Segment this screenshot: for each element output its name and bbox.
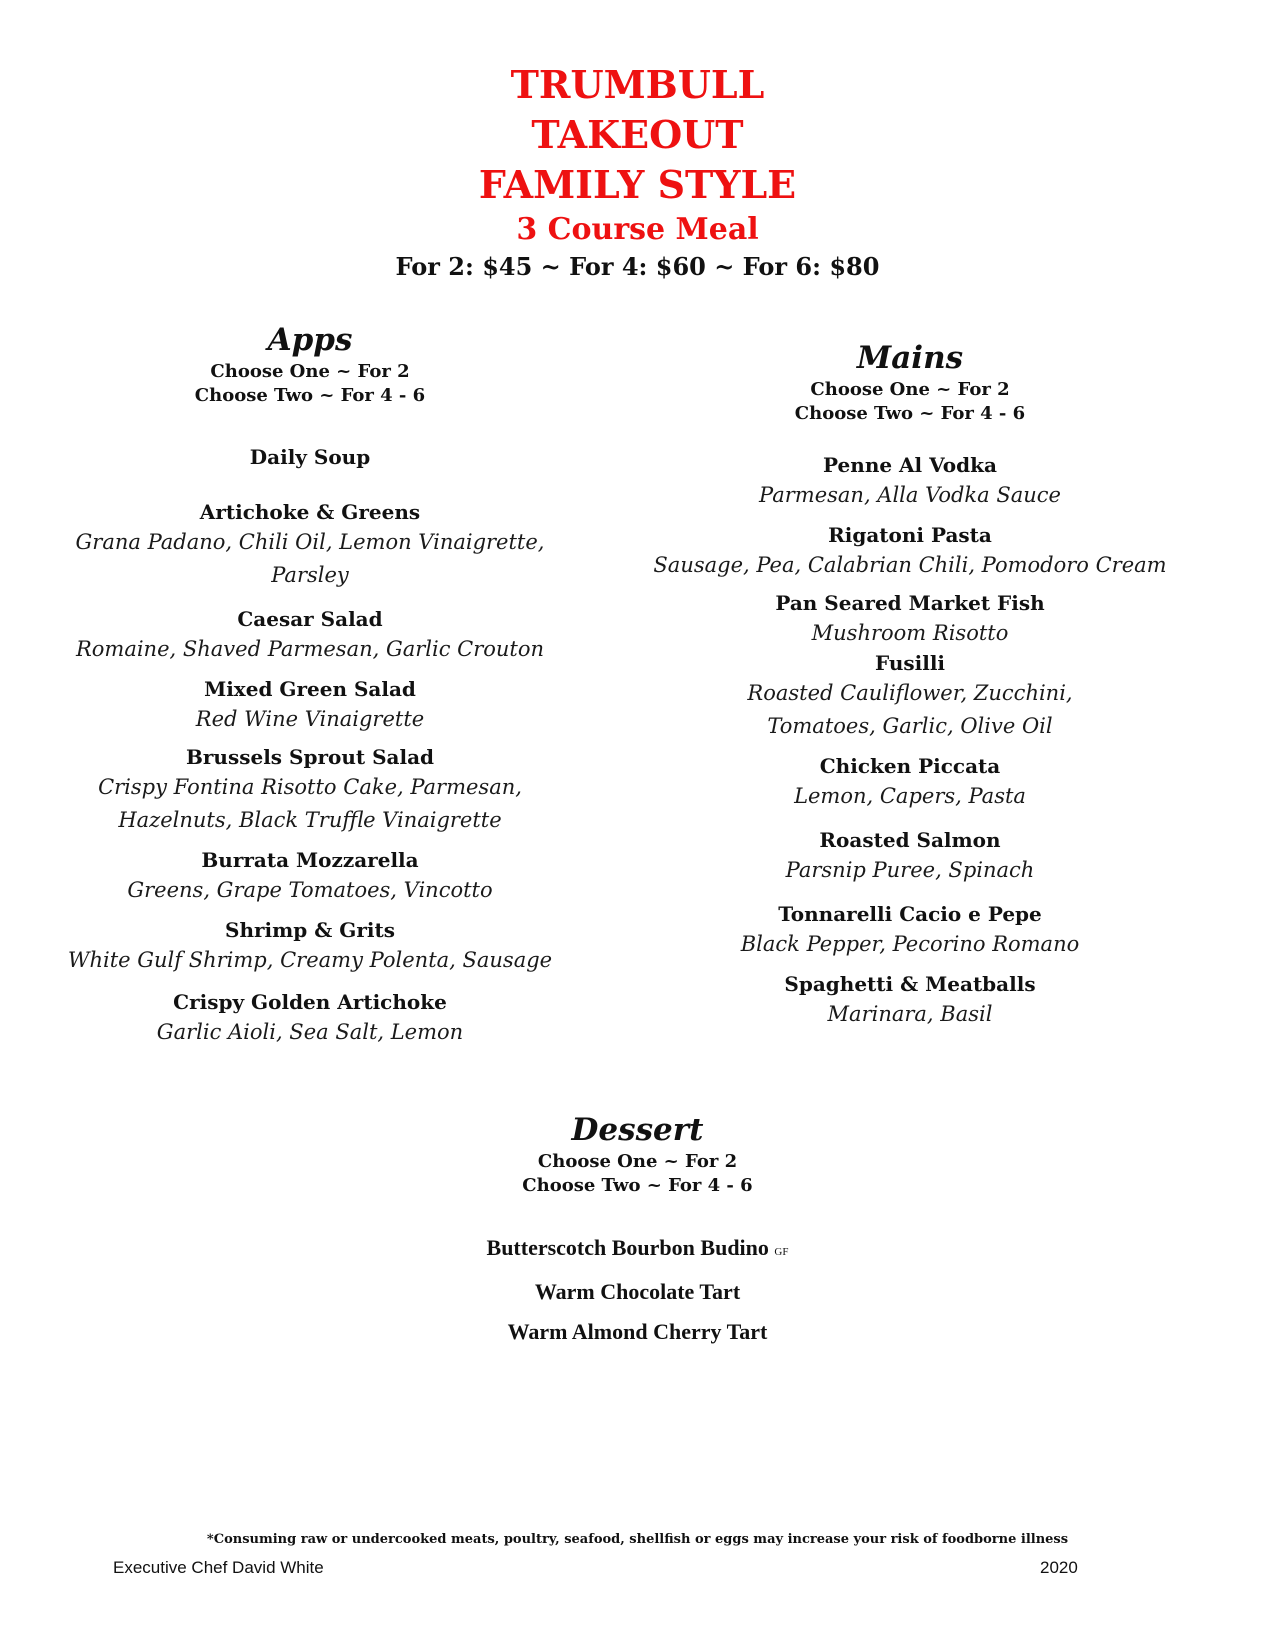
menu-item-description: Romaine, Shaved Parmesan, Garlic Crouton — [75, 637, 545, 661]
title-line-1: TRUMBULL — [510, 62, 765, 107]
menu-item-description: Mushroom Risotto — [811, 621, 1009, 645]
mains-choose-one: Choose One ~ For 2 — [810, 379, 1010, 400]
dessert-item: Warm Almond Cherry Tart — [507, 1319, 768, 1344]
menu-item-name: Spaghetti & Meatballs — [784, 972, 1036, 996]
menu-item-description: White Gulf Shrimp, Creamy Polenta, Sausage — [67, 948, 553, 972]
menu-year: 2020 — [1040, 1558, 1078, 1577]
menu-item-description: Red Wine Vinaigrette — [195, 707, 425, 731]
menu-item-name: Daily Soup — [249, 445, 371, 469]
menu-subtitle: 3 Course Meal — [516, 212, 759, 247]
menu-item-name: Artichoke & Greens — [199, 500, 421, 524]
menu-item-name: Pan Seared Market Fish — [775, 591, 1045, 615]
menu-item-name: Crispy Golden Artichoke — [173, 990, 447, 1014]
dessert-item — [0, 1228, 1275, 1272]
menu-item-name: Penne Al Vodka — [823, 453, 997, 477]
apps-section — [40, 320, 580, 1049]
menu-item-name: Fusilli — [874, 651, 946, 675]
menu-item-description: Parmesan, Alla Vodka Sauce — [759, 483, 1061, 507]
food-safety-disclaimer: *Consuming raw or undercooked meats, poultry, seafood, shellfish or eggs may increase your risk of foodborne illness — [206, 1532, 1069, 1547]
menu-item-description: Tomatoes, Garlic, Olive Oil — [767, 714, 1053, 738]
menu-item-name: Rigatoni Pasta — [828, 523, 992, 547]
apps-choose-one: Choose One ~ For 2 — [210, 361, 410, 382]
menu-item-description: Black Pepper, Pecorino Romano — [740, 932, 1080, 956]
menu-item-name: Chicken Piccata — [819, 754, 1001, 778]
menu-item-description: Garlic Aioli, Sea Salt, Lemon — [156, 1020, 464, 1044]
menu-header — [0, 60, 1275, 284]
menu-item-name: Roasted Salmon — [819, 828, 1001, 852]
dessert-section — [0, 1110, 1275, 1352]
menu-item-name: Mixed Green Salad — [204, 677, 416, 701]
menu-item-description: Sausage, Pea, Calabrian Chili, Pomodoro Cream — [653, 553, 1167, 577]
mains-title: Mains — [856, 340, 964, 376]
menu-item-description: Lemon, Capers, Pasta — [794, 784, 1026, 808]
menu-item-description: Parsnip Puree, Spinach — [785, 858, 1035, 882]
dessert-item-name: Butterscotch Bourbon Budino — [486, 1235, 769, 1260]
menu-item-description: Greens, Grape Tomatoes, Vincotto — [127, 878, 493, 902]
title-line-3: FAMILY STYLE — [478, 162, 797, 207]
menu-item-description: Grana Padano, Chili Oil, Lemon Vinaigrette, Parsley — [75, 530, 545, 587]
mains-choose-two: Choose Two ~ For 4 - 6 — [794, 403, 1026, 424]
menu-item-name: Burrata Mozzarella — [201, 848, 419, 872]
menu-item-name: Shrimp & Grits — [225, 918, 395, 942]
dessert-title: Dessert — [571, 1112, 704, 1148]
dessert-choose-one: Choose One ~ For 2 — [537, 1151, 738, 1172]
menu-item-name: Brussels Sprout Salad — [185, 745, 435, 769]
apps-choose-two: Choose Two ~ For 4 - 6 — [194, 385, 426, 406]
chef-credit: Executive Chef David White — [113, 1558, 324, 1577]
menu-item-description: Marinara, Basil — [827, 1002, 993, 1026]
gluten-free-tag: GF — [774, 1246, 789, 1258]
menu-item-description: Roasted Cauliflower, Zucchini, — [747, 681, 1073, 705]
menu-item-description: Crispy Fontina Risotto Cake, Parmesan, — [98, 775, 522, 799]
apps-title: Apps — [267, 322, 353, 358]
dessert-choose-two: Choose Two ~ For 4 - 6 — [522, 1175, 753, 1196]
menu-item-description: Hazelnuts, Black Truffle Vinaigrette — [118, 808, 502, 832]
dessert-item: Warm Chocolate Tart — [534, 1279, 741, 1304]
menu-item-name: Tonnarelli Cacio e Pepe — [778, 902, 1042, 926]
menu-item-name: Caesar Salad — [237, 607, 383, 631]
mains-section — [620, 338, 1200, 1031]
title-line-2: TAKEOUT — [531, 112, 744, 157]
menu-pricing: For 2: $45 ~ For 4: $60 ~ For 6: $80 — [395, 252, 880, 281]
